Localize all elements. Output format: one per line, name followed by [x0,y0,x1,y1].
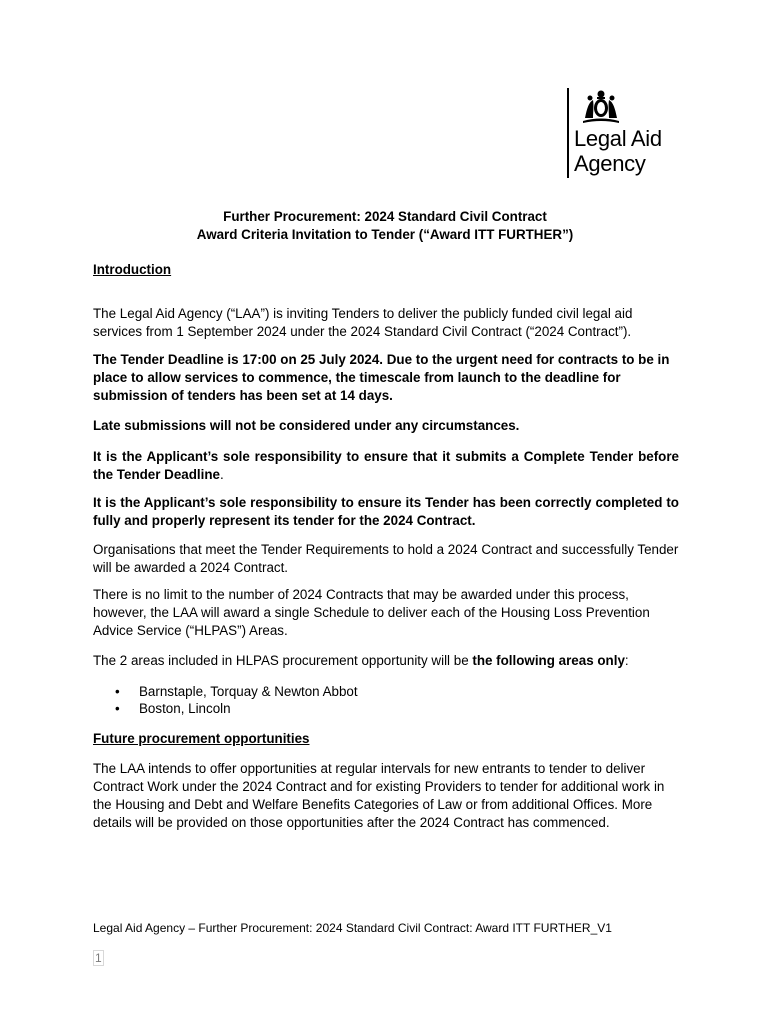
page-number: 1 [95,951,102,965]
complete-tender-bold: It is the Applicant’s sole responsibility to ensure that it submits a Complete Tender before the Tender Deadline [93,449,679,482]
hlpas-areas-colon: : [624,653,629,668]
royal-crest-icon [581,88,621,124]
intro-paragraph-1: The Legal Aid Agency (“LAA”) is inviting Tenders to deliver the publicly funded civil legal aid services from 1 September 2024 under the 2024 Standard Civil Contract (“2024 Contract”). [93,306,633,339]
logo-divider [567,88,569,178]
bullet-icon: • [115,684,120,699]
tender-requirements-paragraph: Organisations that meet the Tender Requirements to hold a 2024 Contract and successfully Tender will be awarded a 2024 Contract. [93,542,679,575]
future-opportunities-paragraph: The LAA intends to offer opportunities at regular intervals for new entrants to tender to deliver Contract Work under the 2024 Contract and for existing Providers to tender for additional work in the Housing and Debt and Welfare Benefits Categories of Law or from additional Offices. More details will be provided on those opportunities after the 2024 Contract has commenced. [93,761,665,830]
hlpas-areas-text: The 2 areas included in HLPAS procurement opportunity will be [93,653,473,668]
list-item-text: Barnstaple, Torquay & Newton Abbot [139,684,358,699]
logo-wordmark [574,126,662,176]
complete-tender-period: . [220,467,224,482]
future-opportunities-heading: Future procurement opportunities [93,731,310,746]
logo-line2: Agency [574,151,646,176]
document-title-line1: Further Procurement: 2024 Standard Civil Contract [223,209,547,224]
document-title-line2: Award Criteria Invitation to Tender (“Award ITT FURTHER”) [196,227,574,242]
hlpas-areas-paragraph [93,652,679,670]
contracts-limit-paragraph: There is no limit to the number of 2024 Contracts that may be awarded under this process, however, the LAA will award a single Schedule to deliver each of the Housing Loss Prevention Advice Service (“HLPAS”) Areas. [93,587,650,638]
hlpas-areas-bold: the following areas only [472,653,625,668]
logo-line1: Legal Aid [574,126,662,151]
introduction-heading: Introduction [93,262,172,277]
applicant-responsibility-paragraph: It is the Applicant’s sole responsibility to ensure its Tender has been correctly completed to fully and properly represent its tender for the 2024 Contract. [93,495,679,528]
tender-deadline-paragraph: The Tender Deadline is 17:00 on 25 July 2024. Due to the urgent need for contracts to be in place to allow services to commence, the timescale from launch to the deadline for submission of tenders has been set at 14 days. [93,352,670,403]
complete-tender-paragraph [93,448,679,484]
list-item-text: Boston, Lincoln [139,701,231,716]
late-submissions-paragraph: Late submissions will not be considered under any circumstances. [93,418,520,433]
page-footer: Legal Aid Agency – Further Procurement: 2024 Standard Civil Contract: Award ITT FURTHER_V1 [93,921,612,935]
legal-aid-agency-logo [563,86,681,178]
bullet-icon: • [115,701,120,716]
